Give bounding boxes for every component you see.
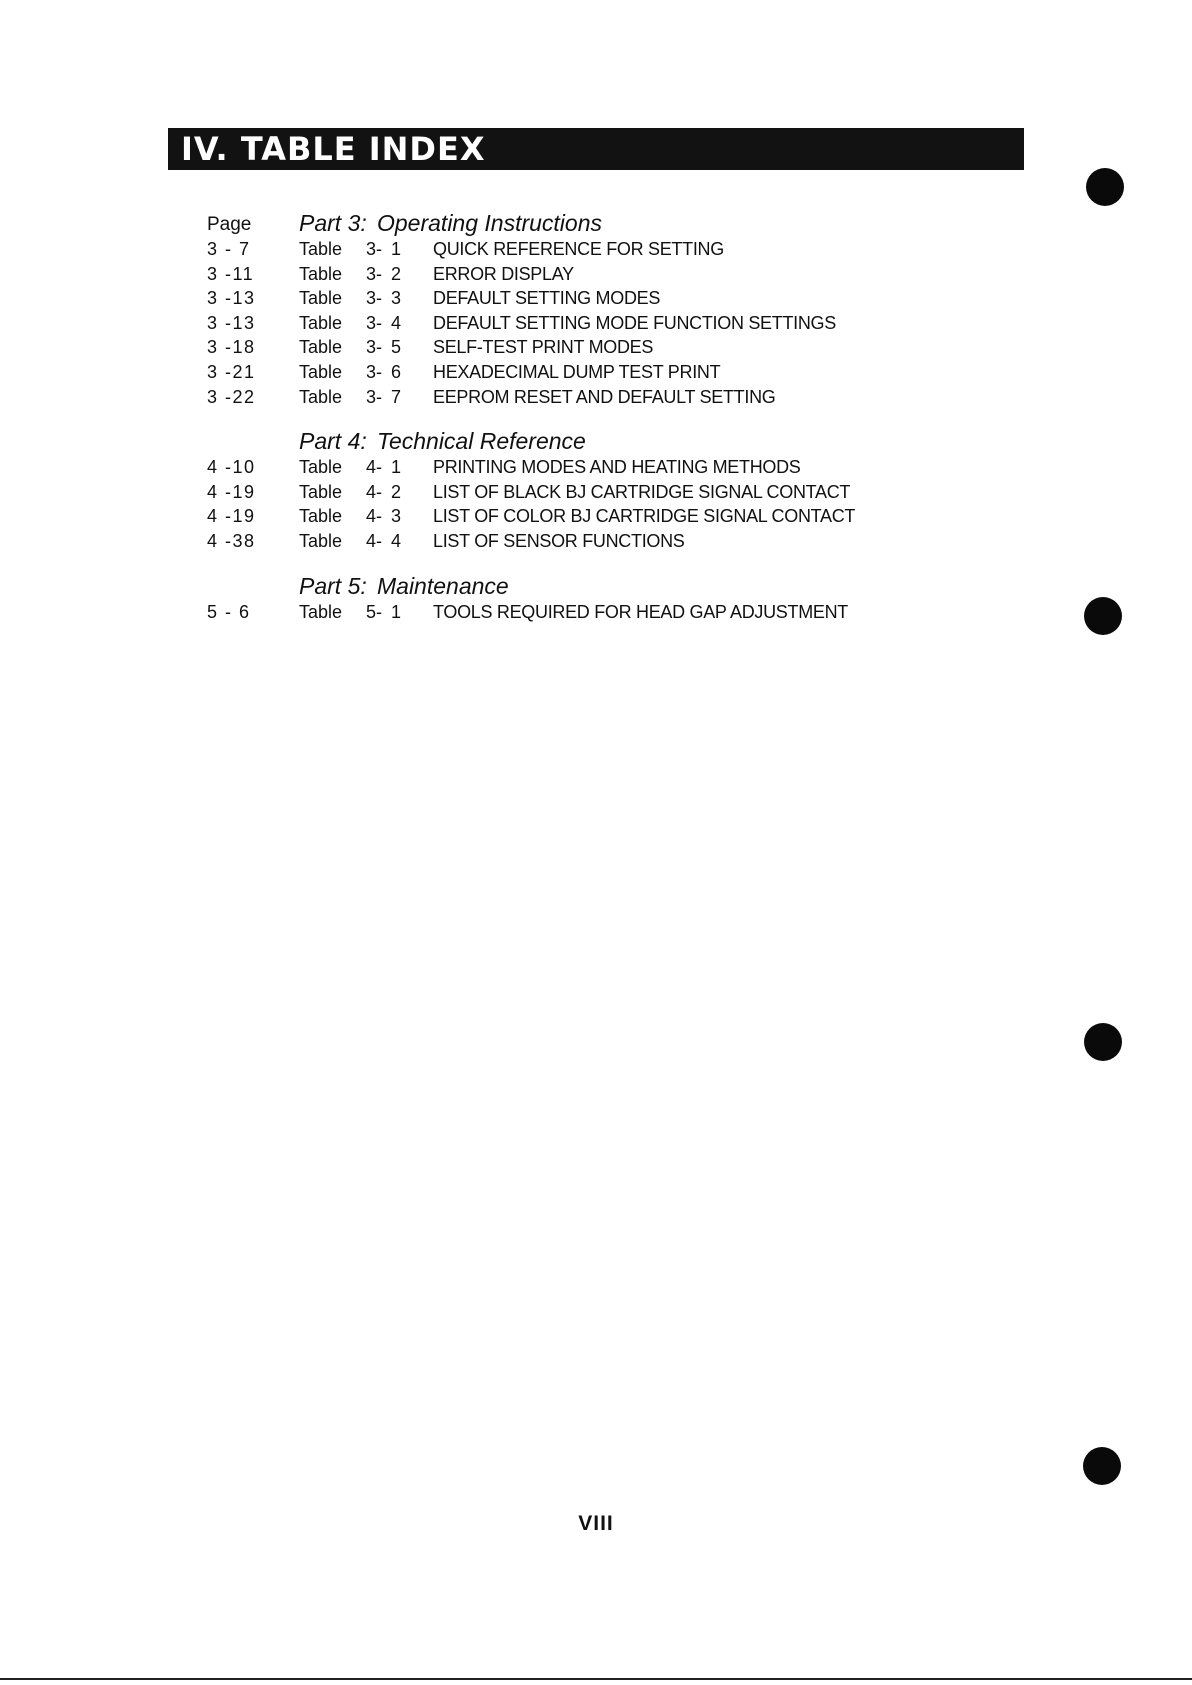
table-row	[207, 480, 927, 505]
row-table-title: LIST OF COLOR BJ CARTRIDGE SIGNAL CONTACT	[433, 506, 856, 527]
part-name: Operating Instructions	[377, 210, 603, 236]
row-table-number: 4- 1	[366, 457, 402, 478]
row-page: 4 -38	[207, 530, 256, 551]
row-table-number: 3- 4	[366, 312, 402, 333]
row-page: 5 - 6	[207, 601, 251, 622]
part-3-section	[207, 210, 927, 409]
part-name: Technical Reference	[377, 428, 586, 455]
row-table-number: 4- 4	[366, 530, 402, 551]
row-table-word: Table	[299, 386, 343, 407]
row-table-word: Table	[299, 530, 343, 551]
table-row	[207, 600, 927, 625]
row-table-word: Table	[299, 239, 343, 259]
binder-hole-1	[1086, 168, 1124, 206]
table-row	[207, 286, 927, 311]
row-table-title: HEXADECIMAL DUMP TEST PRINT	[433, 361, 721, 382]
part-name: Maintenance	[377, 572, 509, 599]
row-page: 3 -13	[207, 288, 256, 309]
section-gap	[207, 409, 927, 428]
table-row	[207, 504, 927, 529]
row-table-word: Table	[299, 312, 343, 333]
part-5-title	[299, 573, 927, 600]
part-number: Part 3:	[299, 210, 367, 236]
row-table-word: Table	[299, 457, 343, 478]
row-table-number: 3- 3	[366, 288, 402, 309]
row-page: 3 -13	[207, 312, 256, 333]
page-title: IV. TABLE INDEX	[168, 128, 1024, 170]
table-index	[207, 210, 927, 624]
row-table-word: Table	[299, 506, 343, 527]
table-row	[207, 311, 927, 336]
binder-hole-3	[1084, 1023, 1122, 1061]
row-table-title: PRINTING MODES AND HEATING METHODS	[433, 457, 801, 478]
row-table-number: 5- 1	[366, 601, 402, 622]
table-row	[207, 237, 927, 262]
row-page: 3 -22	[207, 386, 256, 407]
row-page: 3 -11	[207, 263, 255, 284]
row-page: 3 -18	[207, 337, 256, 358]
table-row	[207, 262, 927, 287]
table-row	[207, 360, 927, 385]
row-table-number: 3- 5	[366, 337, 402, 358]
row-page: 3 - 7	[207, 239, 251, 259]
row-table-title: LIST OF BLACK BJ CARTRIDGE SIGNAL CONTACT	[433, 481, 851, 502]
binder-hole-2	[1084, 597, 1122, 635]
row-table-title: DEFAULT SETTING MODES	[433, 288, 661, 309]
row-page: 3 -21	[207, 361, 256, 382]
page-column-header: Page	[207, 214, 252, 235]
row-table-word: Table	[299, 288, 343, 309]
part-number: Part 4:	[299, 428, 367, 455]
row-table-title: DEFAULT SETTING MODE FUNCTION SETTINGS	[433, 312, 836, 333]
row-table-title: SELF-TEST PRINT MODES	[433, 337, 654, 358]
row-table-title: TOOLS REQUIRED FOR HEAD GAP ADJUSTMENT	[433, 601, 849, 622]
table-row	[207, 385, 927, 410]
row-table-number: 3- 1	[366, 239, 402, 259]
row-table-word: Table	[299, 481, 343, 502]
part-3-title	[299, 210, 927, 237]
row-table-number: 4- 3	[366, 506, 402, 527]
row-table-title: LIST OF SENSOR FUNCTIONS	[433, 530, 685, 551]
row-table-number: 3- 7	[366, 386, 402, 407]
row-table-title: EEPROM RESET AND DEFAULT SETTING	[433, 386, 776, 407]
page-number: VIII	[578, 1512, 614, 1535]
row-table-word: Table	[299, 361, 343, 382]
row-page: 4 -10	[207, 457, 256, 478]
table-row	[207, 529, 927, 554]
binder-hole-4	[1083, 1447, 1121, 1485]
bottom-rule	[0, 1678, 1192, 1680]
table-row	[207, 335, 927, 360]
section-gap	[207, 554, 927, 573]
row-page: 4 -19	[207, 506, 256, 527]
part-4-section	[207, 428, 927, 553]
row-table-word: Table	[299, 601, 343, 622]
part-5-section	[207, 573, 927, 625]
row-table-title: QUICK REFERENCE FOR SETTING	[433, 239, 724, 259]
row-table-number: 3- 6	[366, 361, 402, 382]
part-4-title	[299, 428, 927, 455]
table-row	[207, 455, 927, 480]
row-table-word: Table	[299, 337, 343, 358]
row-table-title: ERROR DISPLAY	[433, 263, 574, 284]
row-table-number: 4- 2	[366, 481, 402, 502]
row-table-number: 3- 2	[366, 263, 402, 284]
row-page: 4 -19	[207, 481, 256, 502]
row-table-word: Table	[299, 263, 343, 284]
part-number: Part 5:	[299, 572, 367, 599]
